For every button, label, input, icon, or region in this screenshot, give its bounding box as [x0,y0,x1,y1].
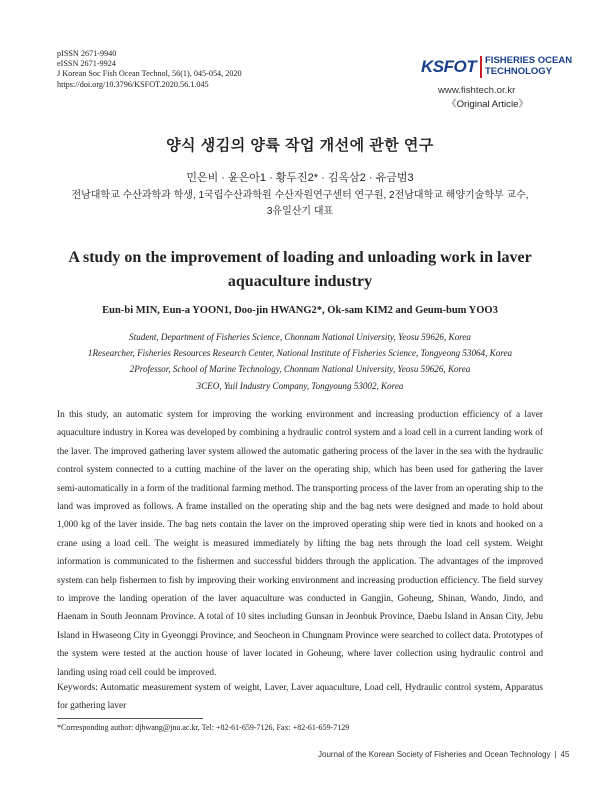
citation: J Korean Soc Fish Ocean Technol, 56(1), 045-054, 2020 [57,69,242,79]
affiliation-line: 3CEO, Yuil Industry Company, Tongyoung 53002, Korea [196,380,404,391]
abstract: In this study, an automatic system for improving the working environment and increasing production efficiency of a laver aquaculture industry in Korea was developed by combining a hydraulic control system and a load cell in a current landing work of the laver. The improved gathering laver system allowed the automatic gathering process of the laver in the sea with the hydraulic control system connected to a cutting machine of the laver on the operating ship, which has been used for gathering the laver semi-automatically in a form of the traditional farming method. The transporting process of the laver from an operating ship to the land was improved as follows. A frame installed on the operating ship and the bag nets were designed and made to hold about 1,000 kg of the laver inside. The bag nets contain the laver on the improved operating ship were tied in knots and hooked on a crane using a load cell. The weight is measured immediately by lifting the bag nets through the load cell system. Weight information is communicated to the fishermen and successful bidders through the application. The advantages of the improved system can help fishermen to fish by improving their working environment and increasing production efficiency. The field survey to improve the landing operation of the laver aquaculture was conducted in Gangjin, Goheung, Shinan, Wando, Jindo, and Haenam in South Jeonnam Province. A total of 10 sites including Gunsan in Jeonbuk Province, Daebu Island in Ansan City, Jebu Island in Hwaseong City in Gyeonggi Province, and Seocheon in Chungnam Province were searched to collect data. Prototypes of the system were tested at the auction house of laver located in Goheung, where laver collection using hydraulic control and landing using road cell could be improved. [57,410,543,678]
english-title-line: aquaculture industry [227,273,373,290]
logo-journal-name [485,56,572,77]
journal-url[interactable]: www.fishtech.or.kr [438,85,516,96]
english-authors: Eun-bi MIN, Eun-a YOON1, Doo-jin HWANG2*, Ok-sam KIM2 and Geum-bum YOO3 [102,305,498,316]
logo-name-line1: FISHERIES OCEAN [485,55,573,66]
affiliation-line: 1Researcher, Fisheries Resources Research Center, National Institute of Fisheries Science, Tongyeong 53064, Korea [87,348,513,359]
english-title-line: A study on the improvement of loading and unloading work in laver [68,249,532,266]
logo-name-line2: TECHNOLOGY [485,65,553,77]
logo-brand: KSFOT [421,57,477,76]
journal-logo [421,55,573,79]
running-footer [318,750,569,759]
doi-link[interactable]: https://doi.org/10.3796/KSFOT.2020.56.1.045 [57,79,209,89]
pissn: pISSN 2671-9940 [57,49,117,58]
affiliation-line: Student, Department of Fisheries Science, Chonnam National University, Yeosu 59626, Korea [129,332,471,342]
keywords: Keywords: Automatic measurement system of weight, Laver, Laver aquaculture, Load cell, Hydraulic control system, Apparatus for gathering laver [57,683,543,712]
article-type: 《Original Article》 [447,99,529,110]
logo-divider [480,56,482,78]
korean-authors: 민은비 · 윤은아1 · 황두진2* · 김옥삼2 · 유금범3 [186,172,414,184]
korean-affiliations [40,188,560,220]
korean-title: 양식 생김의 양륙 작업 개선에 관한 연구 [166,137,434,154]
english-title [60,246,540,294]
korean-affiliation-line: 3유일산기 대표 [266,206,334,217]
running-footer-separator: | [554,750,557,759]
page-number: 45 [560,750,570,759]
english-affiliations [30,329,570,394]
journal-meta [57,49,242,90]
korean-affiliation-line: 전남대학교 수산과학과 학생, 1국립수산과학원 수산자원연구센터 연구원, 2전남대학교 해양기술학부 교수, [71,190,529,201]
running-footer-journal: Journal of the Korean Society of Fisheries and Ocean Technology [318,750,551,759]
affiliation-line: 2Professor, School of Marine Technology, Chonnam National University, Yeosu 59626, Korea [129,364,471,375]
corresponding-author-footnote: *Corresponding author: djhwang@jnu.ac.kr, Tel: +82-61-659-7126, Fax: +82-61-659-7129 [57,723,350,732]
eissn: eISSN 2671-9924 [57,59,116,69]
footnote-rule [57,718,203,719]
